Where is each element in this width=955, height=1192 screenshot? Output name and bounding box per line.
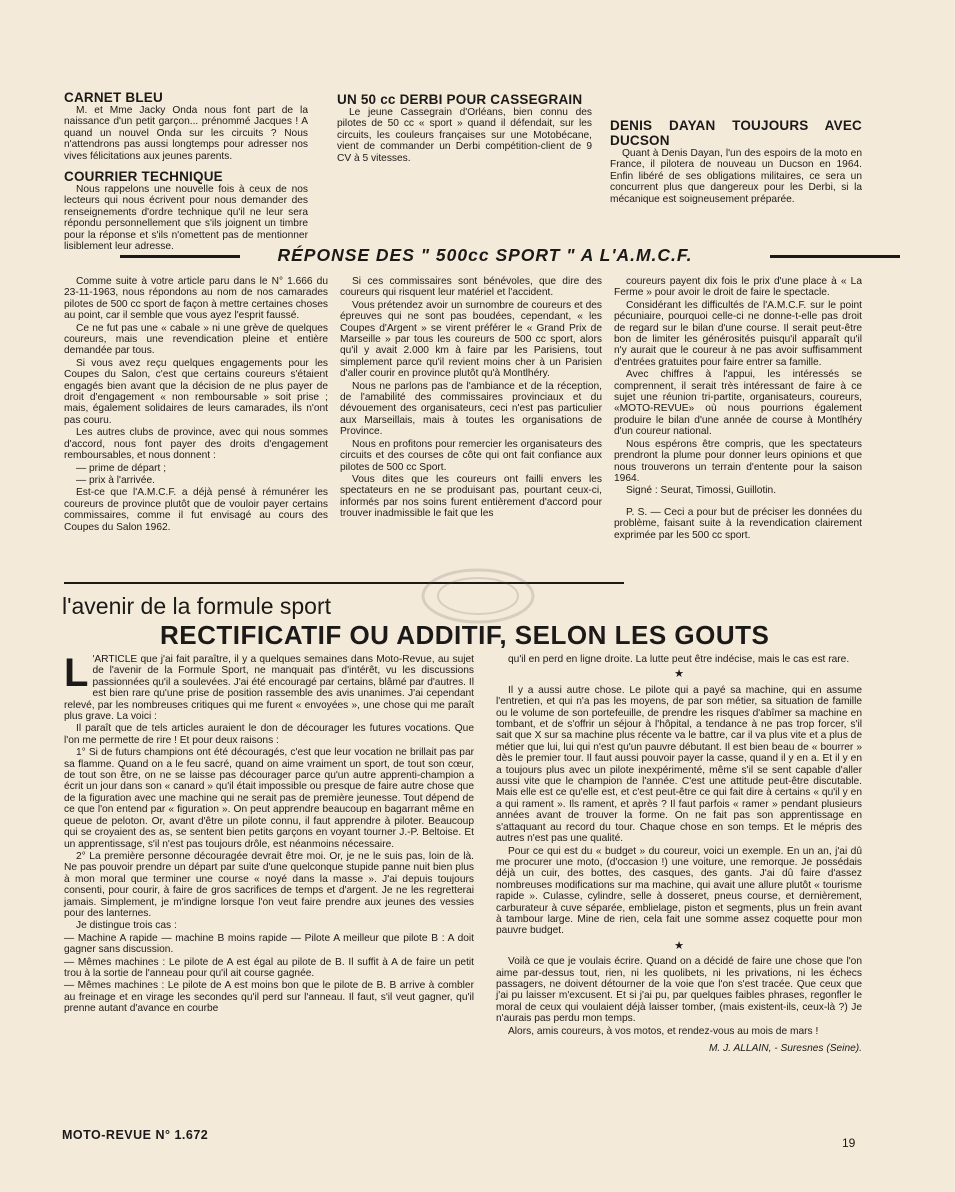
- reponse-paragraph: Si vous avez reçu quelques engagements pour les Coupes du Salon, c'est que certains coureurs s'étaient engagés bien avant que la décision de ne plus payer de droit d'engagement « non remboursable » soit prise ; mais, également solidaires de leurs camarades, ils n'ont pas couru.: [64, 357, 328, 426]
- reponse-column-3: [614, 276, 862, 542]
- carnet-bleu-title: CARNET BLEU: [64, 90, 163, 105]
- avenir-paragraph: Alors, amis coureurs, à vos motos, et rendez-vous au mois de mars !: [508, 1025, 819, 1037]
- reponse-paragraph: Les autres clubs de province, avec qui nous sommes d'accord, nous font payer des droits d'engagement remboursables, et nous donnent :: [64, 427, 328, 462]
- avenir-left-column: [64, 651, 474, 1016]
- avenir-paragraph: Il paraît que de tels articles auraient le don de décourager les futures vocations. Que l'on me permette de rire ! Et pour deux raisons :: [64, 723, 474, 746]
- reponse-column-2: [340, 276, 602, 521]
- dayan-section: [610, 118, 862, 206]
- star-separator: ★: [674, 939, 684, 952]
- reponse-paragraph: coureurs payent dix fois le prix d'une place à « La Ferme » pour avoir le droit de faire le spectacle.: [614, 276, 862, 299]
- section-divider: [64, 582, 624, 584]
- dayan-body: Quant à Denis Dayan, l'un des espoirs de la moto en France, il pilotera de nouveau un Ducson en 1964. Enfin libéré de ses obligations militaires, ce sera un concurrent plus que dangereux pour les Derbi, si la mécanique est soigneusement préparée.: [610, 148, 862, 205]
- avenir-intro-text: 'ARTICLE que j'ai fait paraître, il y a quelques semaines dans Moto-Revue, au sujet de l'avenir de la Formule Sport, ne manquait pas d'intérêt, vu les discussions passionnées qu'il a soulevées. J'ai été encouragé par certains, blâmé par d'autres. Il est bien rare qu'une prise de position rassemble des avis unanimes. J'ai cependant relevé, par les nombreuses critiques qui me furent « envoyées », une chose qui me paraît plus grave. La voici :: [64, 654, 474, 723]
- avenir-case-item: — Mêmes machines : Le pilote de A est égal au pilote de B. Il suffit à A de faire un petit trou à la sortie de l'anneau pour qu'il ait course gagnée.: [64, 956, 474, 979]
- courrier-technique-body: Nous rappelons une nouvelle fois à ceux de nos lecteurs qui nous écrivent pour nous demander des renseignements d'ordre technique qu'il ne leur sera répondu personnellement que s'ils joignent un timbre pour la réponse et s'ils n'omettent pas de mentionner lisiblement leur adresse.: [64, 184, 308, 253]
- derbi-body: Le jeune Cassegrain d'Orléans, bien connu des pilotes de 50 cc « sport » quand il défendait, sur les circuits, les couleurs françaises sur une Motobécane, vient de commander un Derbi compétition-client de 9 CV à 5 vitesses.: [337, 107, 592, 164]
- drop-cap: L: [64, 651, 89, 695]
- magazine-issue: MOTO-REVUE N° 1.672: [62, 1128, 209, 1142]
- avenir-paragraph: Voilà ce que je voulais écrire. Quand on a décidé de faire une chose que l'on aime par-dessus tout, rien, ni les quolibets, ni les privations, ni les échecs passagers, ne doivent détourner de la voie que l'on s'est tracée. Que ceux que j'ai pu laisser m'excusent. Et si j'ai pu, par quelques faibles phrases, regonfler le moral de ceux qui voulaient déjà laisser tomber, (mais existent-ils, ceux-là ?) Je n'aurais pas perdu mon temps.: [496, 956, 862, 1025]
- reponse-list-item: — prix à l'arrivée.: [76, 474, 155, 486]
- carnet-bleu-section: [64, 90, 308, 253]
- dayan-title: DENIS DAYAN TOUJOURS AVEC DUCSON: [610, 118, 862, 148]
- reponse-paragraph: Vous dites que les coureurs ont failli envers les spectateurs en ne se produisant pas, pourtant ceux-ci, informés par nos soins furent entièrement d'accord pour trouver inadmissible le fait que les: [340, 473, 602, 520]
- reponse-paragraph: Comme suite à votre article paru dans le N° 1.666 du 23-11-1963, nous répondons au nom de nos camarades pilotes de 500 cc sport de façon à mettre certaines choses au point, car il semble que vous ayez l'esprit faussé.: [64, 276, 328, 322]
- avenir-paragraph: Je distingue trois cas :: [76, 920, 177, 932]
- avenir-paragraph: Il y a aussi autre chose. Le pilote qui a payé sa machine, qui en assume l'entretien, et qui n'a pas les moyens, de par son métier, sa situation de famille ou le volume de son portefeuille, de prendre les risques d'abîmer sa machine en tombant, et de s'offrir un séjour à l'hôpital, a tendance à ne pas trop forcer, s'il sait que X sur sa machine plus récente va le battre, car il va plus vite et a plus de métier que lui, lui qui n'est qu'un pauvre débutant. Il est bien beau de « bourrer » dès le premier tour. Il faut aussi pouvoir payer la casse, quand il y en a. Et il y en a toujours plus avec un pilote inexpérimenté, même s'il se sent capable d'aller aussi vite que le champion de l'année. C'est une attitude peut-être discutable. Mais elle est ce qu'elle est, et c'est peut-être ce qui fait dire à certains « qu'il y en a qui rament ». Ils rament, et après ? Il faut parfois « ramer » pendant plusieurs années avant de trouver la forme. On ne fait pas son apprentissage en s'attaquant au record du tour. Chaque chose en son temps. Et le mépris des autres n'est pas une qualité.: [496, 684, 862, 845]
- carnet-bleu-body: M. et Mme Jacky Onda nous font part de la naissance d'un petit garçon... prénommé Jacques ! A quand un nouvel Onda sur les circuits ? Nous n'attendrons pas aussi longtemps pour adresser nos vives félicitations aux jeunes parents.: [64, 105, 308, 162]
- avenir-intro-paragraph: [64, 651, 474, 723]
- watermark-stamp: [418, 566, 538, 626]
- derbi-section: [337, 90, 592, 165]
- reponse-paragraph: Ce ne fut pas une « cabale » ni une grève de quelques coureurs, mais une revendication pleine et entière demandée par tous.: [64, 322, 328, 357]
- avenir-paragraph: 2° La première personne découragée devrait être moi. Or, je ne le suis pas, loin de là. Ne pas pouvoir prendre un départ par suite d'une quelconque stupide panne nuit bien plus à mon moral que terminer une course « noyé dans la masse ». J'ai depuis toujours consenti, pour courir, à faire de gros sacrifices de temps et d'argent. Je ne les regretterai jamais. Simplement, je m'indigne lorsque l'on veut faire prendre aux jeunes des vessies pour des lanternes.: [64, 850, 474, 919]
- reponse-signature: Signé : Seurat, Timossi, Guillotin.: [626, 485, 777, 497]
- reponse-list-item: — prime de départ ;: [76, 462, 167, 474]
- reponse-ps: P. S. — Ceci a pour but de préciser les données du problème, faisant suite à la revendication clairement exprimée par les 500 cc sport.: [614, 506, 862, 541]
- reponse-paragraph: Est-ce que l'A.M.C.F. a déjà pensé à rémunérer les coureurs de province plutôt que de vouloir payer certains commissaires, comme il fut envisagé au cours des Coupes du Salon 1962.: [64, 487, 328, 533]
- page-number: 19: [842, 1136, 856, 1150]
- derbi-title: UN 50 cc DERBI POUR CASSEGRAIN: [337, 92, 583, 107]
- avenir-title: RECTIFICATIF OU ADDITIF, SELON LES GOUTS: [160, 620, 770, 650]
- avenir-case-item: — Mêmes machines : Le pilote de A est moins bon que le pilote de B. B arrive à combler au freinage et en virage les secondes qu'il perd sur l'anneau. Il faut, s'il veut gagner, qu'il prenne autant d'avance en courbe: [64, 980, 474, 1015]
- avenir-paragraph: qu'il en perd en ligne droite. La lutte peut être indécise, mais le cas est rare.: [508, 654, 850, 665]
- reponse-paragraph: Nous en profitons pour remercier les organisateurs des circuits et des courses de côte qui ont fait confiance aux pilotes de 500 cc Sport.: [340, 438, 602, 473]
- reponse-paragraph: Si ces commissaires sont bénévoles, que dire des coureurs qui risquent leur matériel et l'accident.: [340, 276, 602, 299]
- avenir-kicker: l'avenir de la formule sport: [62, 593, 332, 619]
- reponse-title: RÉPONSE DES " 500cc SPORT " A L'A.M.C.F.: [269, 245, 700, 265]
- reponse-paragraph: Nous ne parlons pas de l'ambiance et de la réception, de l'amabilité des commissaires provinciaux et du dévouement des organisateurs, ceci n'est pas particulier aux Marseillais, mais à toutes les organisations de Province.: [340, 380, 602, 438]
- reponse-column-1: [64, 276, 328, 534]
- reponse-paragraph: Avec chiffres à l'appui, les intéressés se comprennent, il serait très intéressant de faire à ce sujet une réunion tri-partite, organisateurs, coureurs, «MOTO-REVUE» où nous pourrions également produire le bilan d'une année de course à Montlhéry d'un coureur national.: [614, 369, 862, 438]
- avenir-right-column: [496, 654, 862, 1055]
- courrier-technique-title: COURRIER TECHNIQUE: [64, 169, 223, 185]
- avenir-paragraph: 1° Si de futurs champions ont été découragés, c'est que leur vocation ne brillait pas par sa flamme. Quand on a le feu sacré, quand on aime vraiment un sport, de tout son cœur, de tout son être, on ne se laisse pas décourager parce qu'un autre apprenti-champion a écrit un jour dans son « canard » qu'il était impossible ou presque de faire autre chose que de la figuration avec une machine qui ne serait pas de première jeunesse. Tout dépend de ce que l'on entend par « figuration ». On peut apprendre beaucoup en bagarrant même en queue de peloton. Or, avant d'être un pilote connu, il faut apprendre à piloter. Beaucoup qui se croyaient des as, se sentent bien petits garçons en voyant tourner J.-P. Beltoise. Et un apprentissage, s'il n'est pas toujours drôle, est néanmoins nécessaire.: [64, 747, 474, 850]
- avenir-signature: M. J. ALLAIN, - Suresnes (Seine).: [708, 1043, 862, 1054]
- avenir-case-item: — Machine A rapide — machine B moins rapide — Pilote A meilleur que pilote B : A doit gagner sans discussion.: [64, 932, 474, 956]
- avenir-paragraph: Pour ce qui est du « budget » du coureur, voici un exemple. En un an, j'ai dû me procurer une moto, (d'occasion !) une voiture, une remorque. Je possédais déjà un cuir, des bottes, des casques, des gants. J'ai dû faire d'assez nombreuses modifications sur ma machine, qui avait une allure plutôt « tourisme rapide ». Culasse, cylindre, selle à dosseret, pneus course, et dernièrement, carburateur à cuve séparée, emblielage, piston et segments, plus un frein avant à tambour large. Mine de rien, cela fait une somme assez coquette pour mon pauvre budget.: [496, 845, 862, 937]
- reponse-paragraph: Nous espérons être compris, que les spectateurs prendront la plume pour donner leurs opinions et que nous trouverons un terrain d'entente pour la saison 1964.: [614, 438, 862, 484]
- reponse-banner: [30, 245, 940, 267]
- star-separator: ★: [674, 668, 684, 681]
- reponse-paragraph: Considérant les difficultés de l'A.M.C.F. sur le point pécuniaire, pourquoi celle-ci ne donne-t-elle pas droit de regard sur le bilan d'une course. Il serait peut-être bon de limiter les générosités puisqu'il apparaît qu'il n'y aurait que le coureur à ne pas avoir suffisamment d'entrées gratuites pour faire entrer sa famille.: [614, 299, 862, 368]
- reponse-paragraph: Vous prétendez avoir un surnombre de coureurs et des épreuves qui ne sont pas boudées, cependant, « les Coupes d'Argent » se virent préférer le « Grand Prix de Marseille » par tous les coureurs de 500 cc sport, alors qu'il y avait 2.000 km à faire par les Parisiens, tout simplement parce qu'il revient moins cher à un Parisien d'aller courir en province plutôt qu'à Montlhéry.: [340, 299, 602, 380]
